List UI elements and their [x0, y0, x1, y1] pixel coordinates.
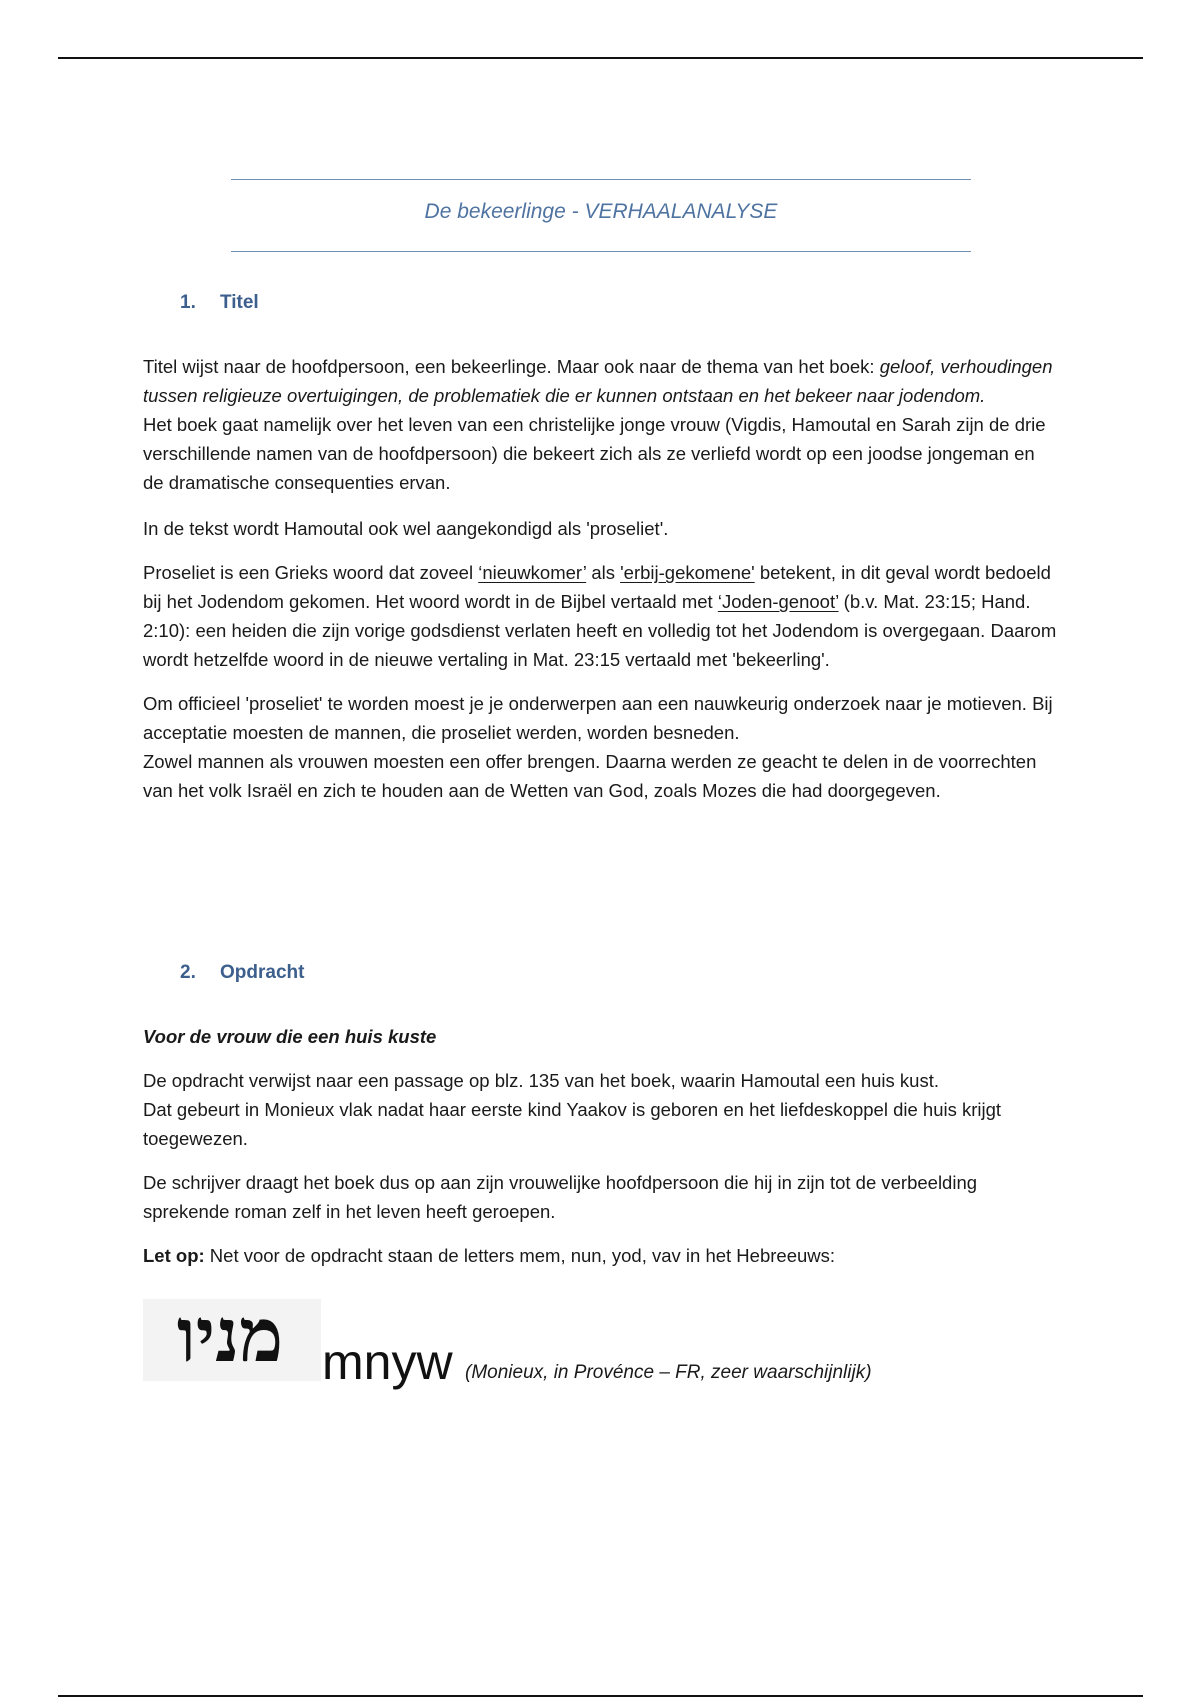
- section-title: Opdracht: [220, 962, 305, 983]
- underlined-term: ‘nieuwkomer’: [478, 562, 587, 583]
- text-run: Titel wijst naar de hoofdpersoon, een bekeerlinge. Maar ook naar de thema van het boek:: [143, 356, 880, 377]
- section-number: 2.: [180, 962, 196, 983]
- hebrew-letters: מניו: [176, 1293, 284, 1379]
- transliteration: mnyw: [322, 1334, 453, 1390]
- document-title: De bekeerlinge - VERHAALANALYSE: [424, 200, 778, 223]
- paragraph-proseliet-intro: In de tekst wordt Hamoutal ook wel aangekondigd als 'proseliet'.: [143, 518, 669, 539]
- section-heading-titel: [180, 292, 259, 314]
- text-run: Net voor de opdracht staan de letters mem, nun, yod, vav in het Hebreeuws:: [204, 1245, 836, 1266]
- paragraph-title-explanation: [143, 352, 1058, 410]
- paragraph-hebrew-note: [143, 1241, 1058, 1270]
- italic-text-run: geloof, verhoudingen tussen religieuze overtuigingen, de problematiek die er kunnen ontstaan en het bekeer naar jodendom.: [143, 356, 1053, 406]
- section-titel-body: [143, 352, 1058, 805]
- paragraph-passage-reference: De opdracht verwijst naar een passage op blz. 135 van het boek, waarin Hamoutal een huis kust.: [143, 1070, 939, 1091]
- underlined-term: ‘Joden-genoot’: [717, 591, 839, 612]
- note-label: Let op:: [143, 1245, 205, 1266]
- text-run: Proseliet is een Grieks woord dat zoveel: [143, 562, 479, 583]
- paragraph-monieux: Dat gebeurt in Monieux vlak nadat haar eerste kind Yaakov is geboren en het liefdeskoppel die huis krijgt toegewezen.: [143, 1099, 1002, 1149]
- text-run: betekent, in dit geval wordt bedoeld bij het Jodendom gekomen. Het woord wordt in de Bijbel vertaald met: [143, 562, 1051, 612]
- title-rule-top: [231, 179, 971, 180]
- paragraph-book-summary: Het boek gaat namelijk over het leven van een christelijke jonge vrouw (Vigdis, Hamoutal en Sarah zijn de drie verschillende namen van de hoofdpersoon) die bekeert zich als ze verliefd wordt op een joodse jongeman en de dramatische consequenties ervan.: [143, 414, 1046, 493]
- location-note: (Monieux, in Provénce – FR, zeer waarschijnlijk): [465, 1362, 872, 1383]
- top-rule: [58, 57, 1143, 59]
- dedication-text: Voor de vrouw die een huis kuste: [143, 1026, 437, 1047]
- underlined-term: 'erbij-gekomene': [620, 562, 755, 583]
- section-number: 1.: [180, 292, 196, 313]
- bottom-rule: [58, 1695, 1143, 1697]
- text-run: (b.v. Mat. 23:15; Hand. 2:10): een heiden die zijn vorige godsdienst verlaten heeft en volledig tot het Jodendom is overgegaan. Daarom wordt hetzelfde woord in de nieuwe vertaling in Mat. 23:15 vertaald met 'bekeerling'.: [143, 591, 1057, 670]
- paragraph-author-dedication: De schrijver draagt het boek dus op aan zijn vrouwelijke hoofdpersoon die hij in zijn tot de verbeelding sprekende roman zelf in het leven heeft geroepen.: [143, 1172, 978, 1222]
- title-rule-bottom: [231, 251, 971, 252]
- paragraph-proseliet-offer: Zowel mannen als vrouwen moesten een offer brengen. Daarna werden ze geacht te delen in de voorrechten van het volk Israël en zich te houden aan de Wetten van God, zoals Mozes die had doorgegeven.: [143, 751, 1037, 801]
- paragraph-proseliet-requirements: Om officieel 'proseliet' te worden moest je je onderwerpen aan een nauwkeurig onderzoek naar je motieven. Bij acceptatie moesten de mannen, die proseliet werden, worden besneden.: [143, 693, 1053, 743]
- section-opdracht-body: [143, 1022, 1058, 1270]
- section-heading-opdracht: [180, 962, 304, 984]
- text-run: als: [586, 562, 621, 583]
- section-title: Titel: [220, 292, 259, 313]
- paragraph-proseliet-definition: [143, 558, 1058, 674]
